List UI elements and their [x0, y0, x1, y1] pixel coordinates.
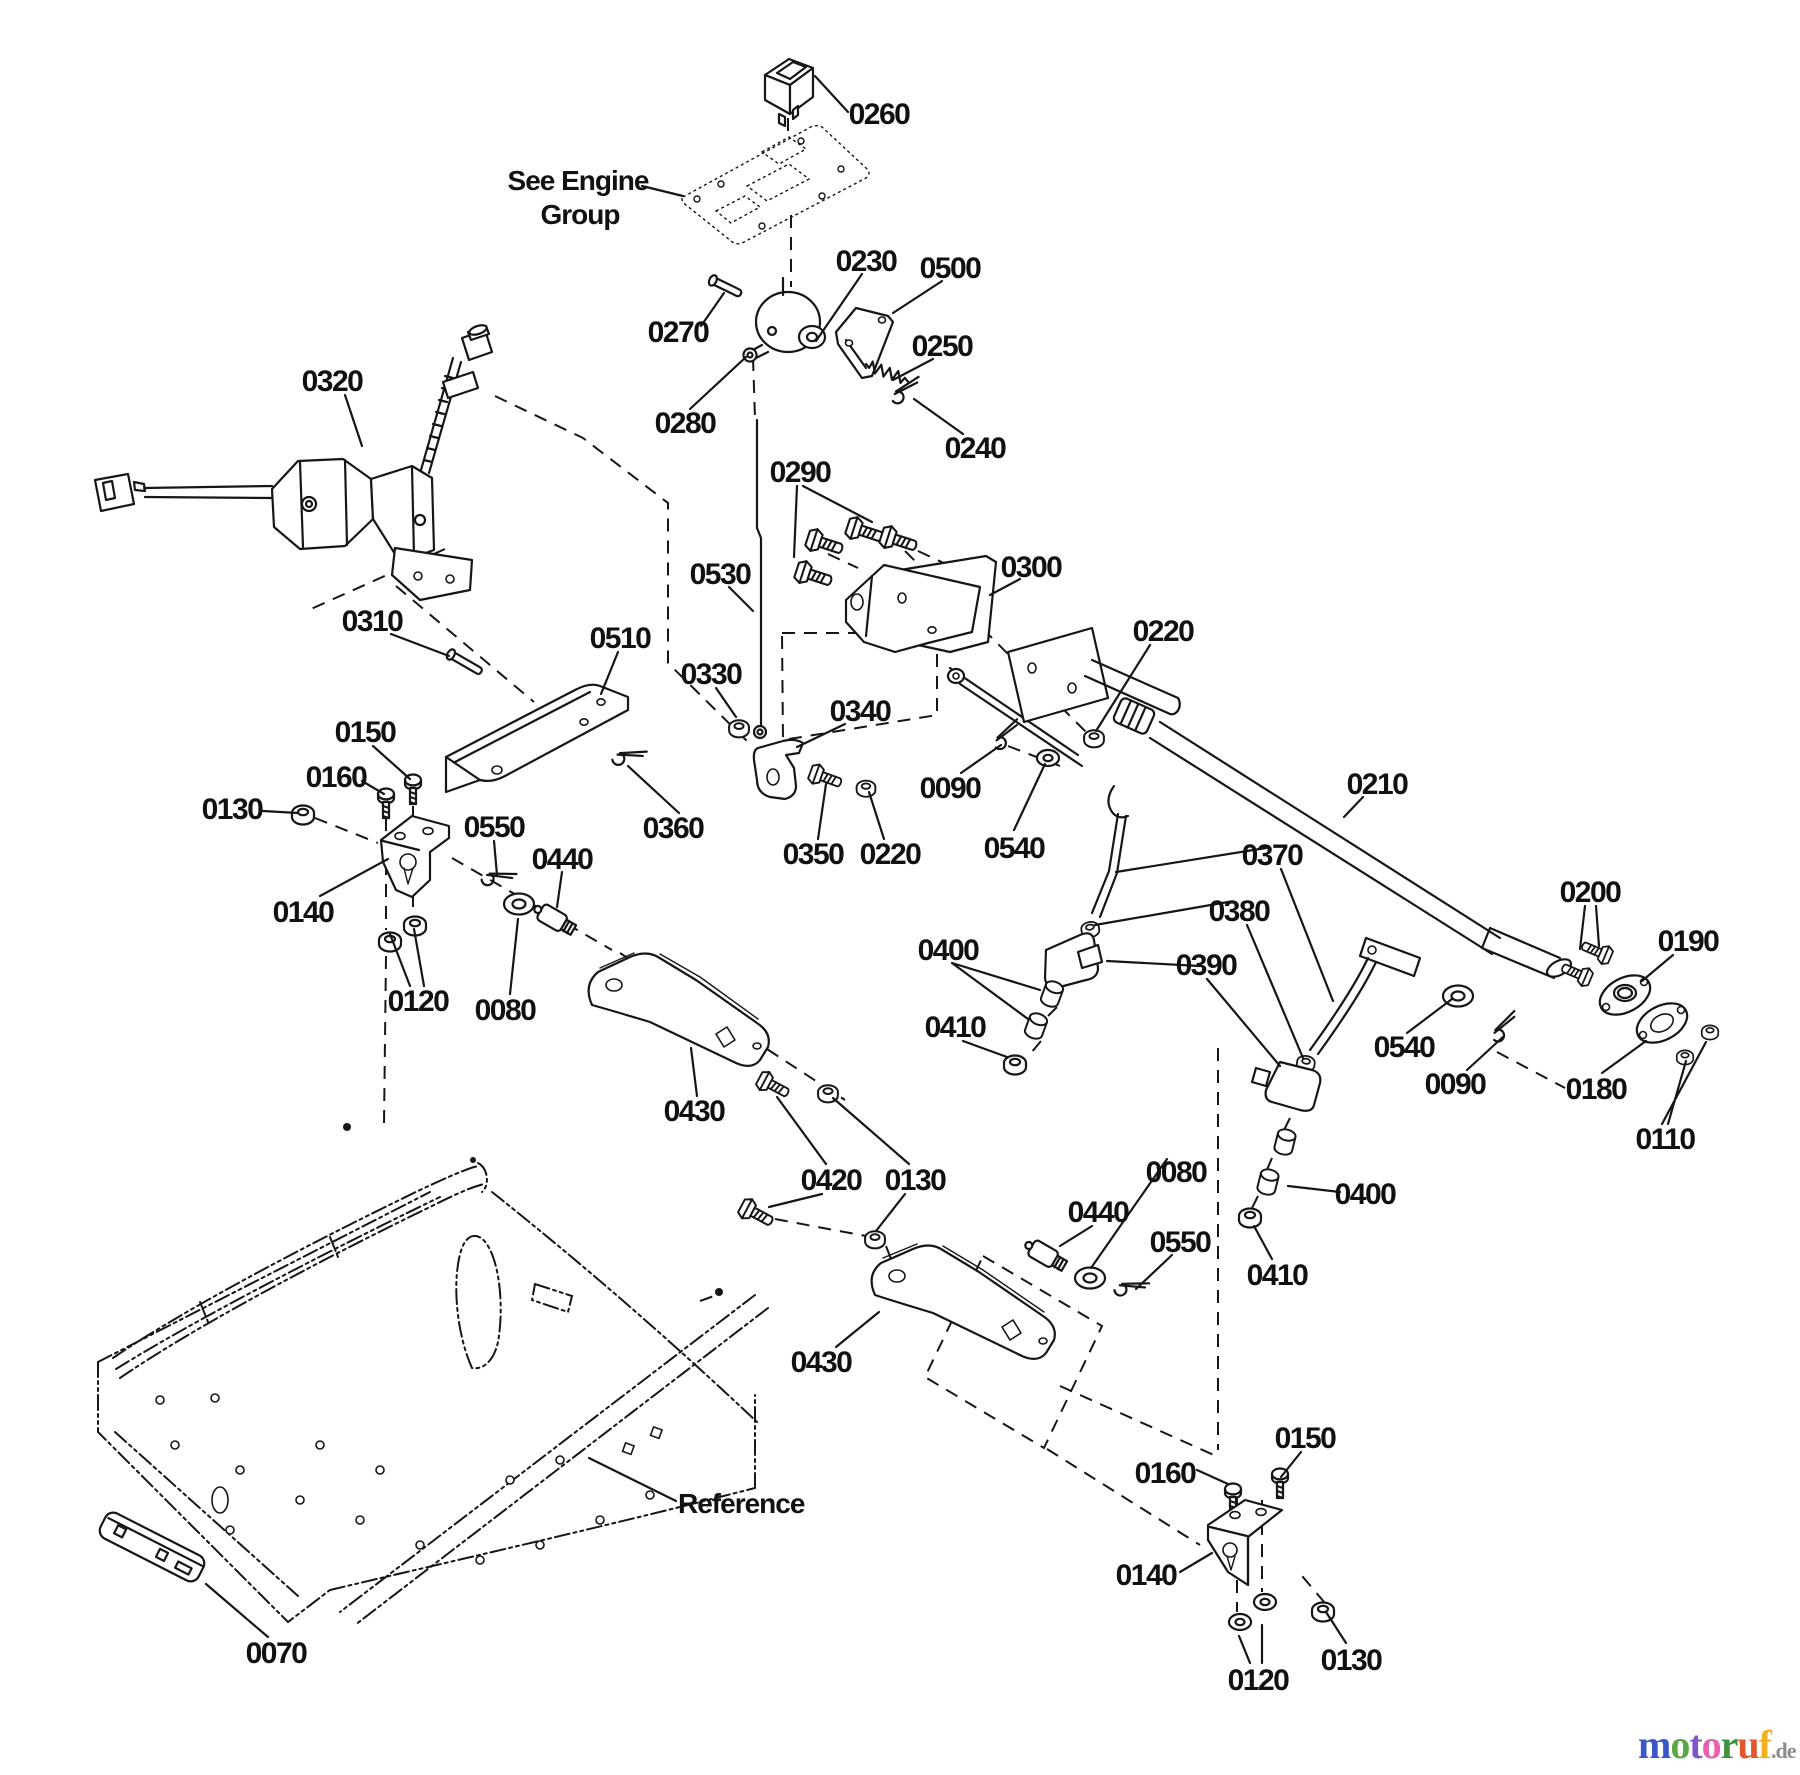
- part-0400-bushing: [1273, 1128, 1297, 1157]
- part-callout-0360: 0360: [642, 812, 704, 845]
- part-0220-nut-center: [857, 781, 876, 797]
- frame-reference: [98, 1123, 768, 1625]
- part-0390-trunnion: [1252, 1062, 1320, 1111]
- part-0230-washer: [799, 326, 825, 348]
- part-callout-0440: 0440: [1067, 1196, 1129, 1229]
- part-0550-cotter-pin: [481, 865, 517, 892]
- part-callout-0160: 0160: [305, 761, 367, 794]
- part-callout-0220: 0220: [1132, 615, 1194, 648]
- part-callout-0230: 0230: [835, 245, 897, 278]
- part-0430-lever: [589, 953, 769, 1066]
- reference-note: Reference: [678, 1488, 805, 1519]
- part-0200-bolt: [1579, 937, 1614, 967]
- part-callout-0090: 0090: [1424, 1068, 1486, 1101]
- part-callout-0130: 0130: [201, 793, 263, 826]
- part-0540-washer: [1037, 750, 1059, 766]
- part-0340-bracket: [754, 740, 803, 799]
- part-0410-nut: [1239, 1209, 1261, 1228]
- part-callout-0220: 0220: [859, 838, 921, 871]
- part-callout-0440: 0440: [531, 843, 593, 876]
- part-0140-bracket: [381, 816, 449, 897]
- part-callout-0140: 0140: [1115, 1559, 1177, 1592]
- part-0080-washer: [504, 894, 534, 915]
- part-callout-0200: 0200: [1559, 876, 1621, 909]
- part-callout-0500: 0500: [919, 252, 981, 285]
- part-0120-washer: [1254, 1594, 1276, 1610]
- part-callout-0150: 0150: [334, 716, 396, 749]
- part-callout-0430: 0430: [663, 1095, 725, 1128]
- part-callout-0120: 0120: [1227, 1664, 1289, 1697]
- part-callout-0400: 0400: [917, 934, 979, 967]
- part-callout-0510: 0510: [589, 622, 651, 655]
- part-0080-washer: [1075, 1268, 1105, 1289]
- part-0370-rod: [1092, 814, 1126, 917]
- part-callout-0160: 0160: [1134, 1457, 1196, 1490]
- part-callout-0400: 0400: [1334, 1178, 1396, 1211]
- part-0420-bolt: [754, 1069, 792, 1102]
- part-callout-0410: 0410: [924, 1011, 986, 1044]
- part-0330-nut: [729, 720, 749, 737]
- part-callout-0210: 0210: [1346, 768, 1408, 801]
- part-0070-plate: [97, 1510, 208, 1585]
- part-0320-actuator: [95, 323, 492, 600]
- part-0140-bracket: [1208, 1500, 1282, 1585]
- part-0120-washer: [1229, 1614, 1251, 1630]
- part-callout-0340: 0340: [829, 695, 891, 728]
- part-0410-nut: [1004, 1056, 1026, 1075]
- part-callout-0330: 0330: [680, 658, 742, 691]
- part-callouts: [202, 98, 1720, 1697]
- part-callout-0380: 0380: [1208, 895, 1270, 928]
- part-callout-0180: 0180: [1565, 1073, 1627, 1106]
- part-callout-0260: 0260: [848, 98, 910, 131]
- part-0530-rod: [754, 420, 766, 738]
- part-callout-0150: 0150: [1274, 1422, 1336, 1455]
- part-0150-screw: [405, 775, 421, 805]
- part-0310-pin: [445, 648, 484, 677]
- part-callout-0080: 0080: [474, 994, 536, 1027]
- part-callout-0410: 0410: [1246, 1259, 1308, 1292]
- part-0440-switch-connector: [1021, 1236, 1069, 1274]
- part-0550-cotter-pin: [1114, 1276, 1150, 1302]
- part-callout-0110: 0110: [1635, 1123, 1695, 1156]
- part-0400-bushing: [1023, 1011, 1049, 1041]
- part-callout-0430: 0430: [790, 1346, 852, 1379]
- part-callout-0090: 0090: [919, 772, 981, 805]
- part-0420-bolt: [736, 1196, 776, 1231]
- part-callout-0120: 0120: [387, 985, 449, 1018]
- part-callout-0550: 0550: [1149, 1226, 1211, 1259]
- part-0130-nut: [292, 806, 314, 825]
- part-callout-0390: 0390: [1175, 949, 1237, 982]
- frame-holes: [156, 1394, 662, 1564]
- part-0260-rocker-switch: [765, 59, 813, 126]
- part-0270-pin: [707, 274, 743, 299]
- part-callout-0240: 0240: [944, 432, 1006, 465]
- part-callout-0370: 0370: [1241, 839, 1303, 872]
- part-0390-trunnion: [1045, 933, 1102, 988]
- see-engine-group-note-line2: Group: [540, 199, 620, 230]
- part-callout-0130: 0130: [1320, 1644, 1382, 1677]
- part-0300-bracket: [846, 556, 996, 652]
- see-engine-group-note-line1: See Engine: [507, 165, 649, 196]
- part-0510-bracket: [446, 685, 628, 792]
- part-callout-0320: 0320: [301, 365, 363, 398]
- part-callout-0190: 0190: [1657, 925, 1719, 958]
- part-0110-nut: [1702, 1025, 1719, 1039]
- part-0130-nut: [865, 1231, 885, 1248]
- part-callout-0530: 0530: [689, 558, 751, 591]
- part-callout-0070: 0070: [245, 1637, 307, 1670]
- part-0220-nut: [1084, 730, 1104, 747]
- part-0090-cotter-pin: [1487, 1011, 1524, 1043]
- part-callout-0290: 0290: [769, 456, 831, 489]
- part-callout-0300: 0300: [1000, 551, 1062, 584]
- engine-group-panel: [682, 126, 869, 244]
- part-callout-0550: 0550: [463, 811, 525, 844]
- part-0400-bushing: [1256, 1168, 1280, 1197]
- part-callout-0270: 0270: [647, 316, 709, 349]
- part-callout-0310: 0310: [341, 605, 403, 638]
- part-0500-bracket: [836, 308, 893, 378]
- part-0280-cam: [744, 278, 821, 362]
- part-callout-0250: 0250: [911, 330, 973, 363]
- part-callout-0540: 0540: [1373, 1031, 1435, 1064]
- part-callout-0130: 0130: [884, 1164, 946, 1197]
- part-callout-0420: 0420: [800, 1164, 862, 1197]
- part-callout-0350: 0350: [782, 838, 844, 871]
- part-callout-0540: 0540: [983, 832, 1045, 865]
- motoruf-watermark-logo: motoruf.de: [1638, 1722, 1796, 1767]
- part-0430-lever: [872, 1244, 1055, 1359]
- part-callout-0280: 0280: [654, 407, 716, 440]
- part-callout-0080: 0080: [1145, 1156, 1207, 1189]
- part-callout-0140: 0140: [272, 896, 334, 929]
- part-0440-switch-connector: [530, 900, 578, 938]
